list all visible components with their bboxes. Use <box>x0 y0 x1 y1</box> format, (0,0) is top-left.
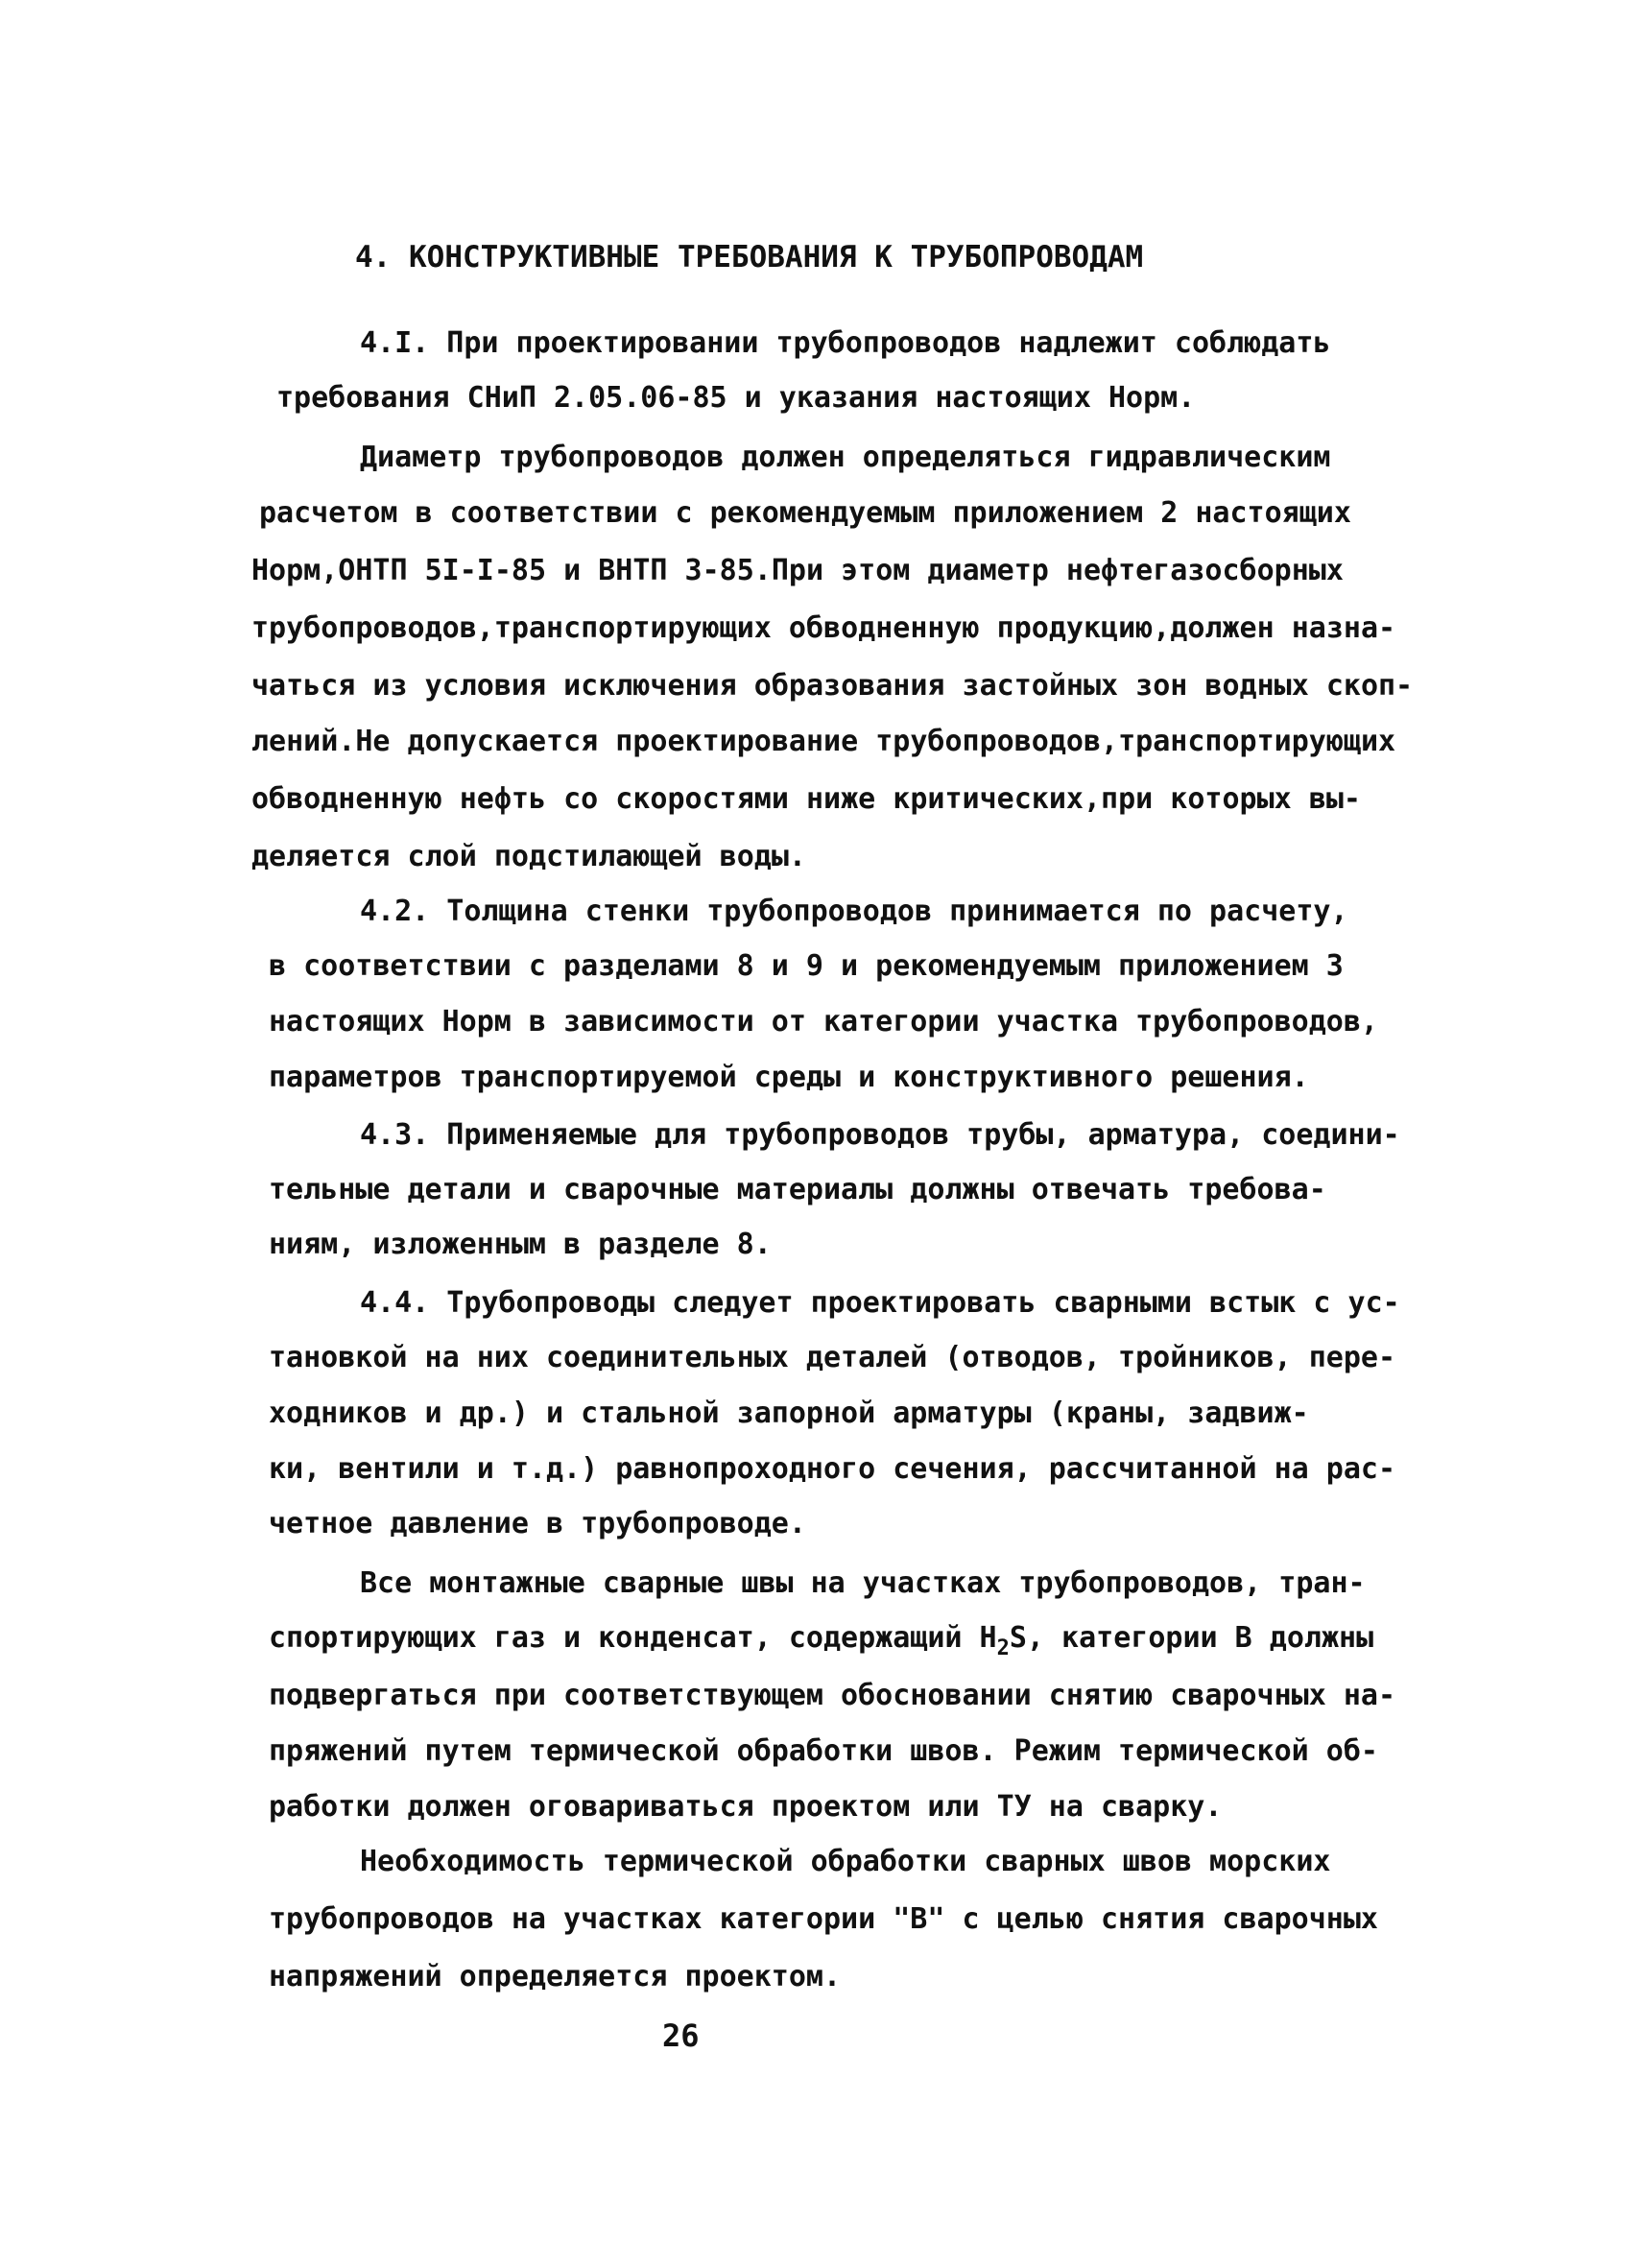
text-line-24-before: спортирующих газ и конденсат, содержащий H <box>269 1621 997 1655</box>
text-line-22: четное давление в трубопроводе. <box>269 1507 806 1540</box>
text-line-23: Все монтажные сварные швы на участках трубопроводов, тран- <box>360 1566 1366 1600</box>
text-line-10: деляется слой подстилающей воды. <box>251 840 806 873</box>
text-line-16: тельные детали и сварочные материалы должны отвечать требова- <box>269 1173 1326 1206</box>
text-line-8: лений.Не допускается проектирование трубопроводов,транспортирующих <box>251 725 1396 758</box>
text-line-24-after: S, категории В должны <box>1009 1621 1374 1655</box>
text-line-15: 4.3. Применяемые для трубопроводов трубы, арматура, соедини- <box>360 1118 1400 1152</box>
text-line-12: в соответствии с разделами 8 и 9 и рекомендуемым приложением 3 <box>269 949 1344 983</box>
text-line-1: 4.I. При проектировании трубопроводов надлежит соблюдать <box>360 326 1331 360</box>
text-line-21: ки, вентили и т.д.) равнопроходного сечения, рассчитанной на рас- <box>269 1452 1395 1486</box>
text-line-6: трубопроводов,транспортирующих обводненную продукцию,должен назна- <box>251 611 1396 645</box>
text-line-26: пряжений путем термической обработки швов. Режим термической об- <box>269 1734 1378 1768</box>
text-line-7: чаться из условия исключения образования застойных зон водных скоп- <box>251 669 1414 703</box>
text-line-29: трубопроводов на участках категории "В" с целью снятия сварочных <box>269 1902 1378 1936</box>
text-line-5: Норм,ОНТП 5I-I-85 и ВНТП 3-85.При этом диаметр нефтегазосборных <box>251 554 1344 587</box>
text-line-28: Необходимость термической обработки сварных швов морских <box>360 1845 1331 1878</box>
text-line-2: требования СНиП 2.05.06-85 и указания настоящих Норм. <box>276 381 1196 415</box>
text-line-27: работки должен оговариваться проектом или ТУ на сварку. <box>269 1790 1223 1824</box>
text-line-11: 4.2. Толщина стенки трубопроводов принимается по расчету, <box>360 895 1348 928</box>
text-line-14: параметров транспортируемой среды и конструктивного решения. <box>269 1061 1309 1094</box>
page-number: 26 <box>662 2017 700 2054</box>
text-line-13: настоящих Норм в зависимости от категории участка трубопроводов, <box>269 1005 1378 1039</box>
text-line-18: 4.4. Трубопроводы следует проектировать сварными встык с ус- <box>360 1286 1400 1320</box>
h2s-subscript: 2 <box>996 1636 1010 1660</box>
text-line-24 <box>269 1621 1374 1660</box>
text-line-3: Диаметр трубопроводов должен определяться гидравлическим <box>360 441 1331 474</box>
text-line-20: ходников и др.) и стальной запорной арматуры (краны, задвиж- <box>269 1397 1309 1430</box>
text-line-19: тановкой на них соединительных деталей (отводов, тройников, пере- <box>269 1341 1395 1374</box>
text-line-9: обводненную нефть со скоростями ниже критических,при которых вы- <box>251 782 1361 816</box>
text-line-30: напряжений определяется проектом. <box>269 1960 842 1993</box>
text-line-25: подвергаться при соответствующем обосновании снятию сварочных на- <box>269 1679 1395 1712</box>
text-line-17: ниям, изложенным в разделе 8. <box>269 1228 772 1261</box>
text-line-4: расчетом в соответствии с рекомендуемым приложением 2 настоящих <box>259 496 1351 530</box>
section-title: 4. КОНСТРУКТИВНЫЕ ТРЕБОВАНИЯ К ТРУБОПРОВОДАМ <box>355 240 1144 275</box>
